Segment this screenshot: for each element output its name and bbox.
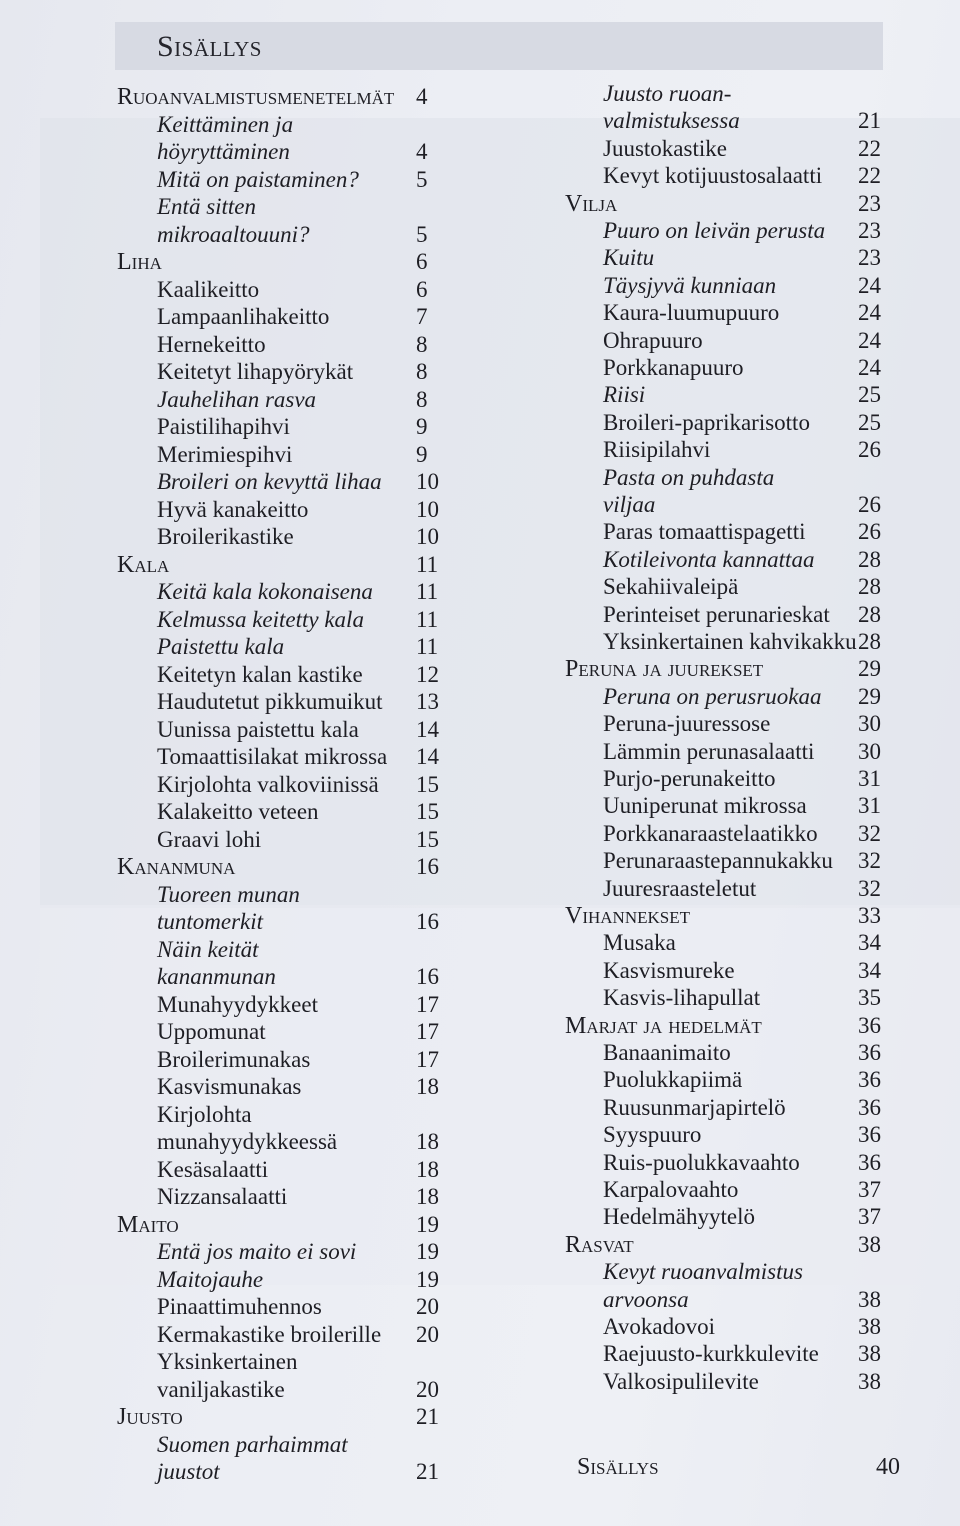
toc-entry-title: Riisi	[603, 382, 646, 408]
toc-entry-title: Keitetyt lihapyörykät	[157, 359, 354, 384]
toc-entry-title: Munahyydykkeet	[157, 991, 318, 1017]
toc-page-number: 29	[858, 656, 881, 682]
toc-page-number: 5	[416, 221, 428, 247]
toc-page-number: 17	[416, 991, 439, 1017]
toc-page-number: 11	[416, 579, 439, 604]
toc-page-number: 22	[858, 163, 881, 189]
toc-page-number: 13	[416, 689, 439, 714]
toc-page-number: 20	[416, 1376, 439, 1402]
toc-page-number: 24	[858, 300, 881, 326]
toc-entry-title: Täysjyvä kunniaan	[603, 272, 777, 298]
toc-entry-title: kananmunan	[157, 964, 276, 989]
toc-entry-title: Valkosipulilevite	[603, 1368, 759, 1394]
toc-page-number: 24	[858, 355, 881, 380]
toc-page-number: 16	[416, 964, 439, 989]
toc-entry-title: Kasvismureke	[603, 957, 735, 983]
toc-page-number: 36	[858, 1012, 881, 1038]
toc-page-number: 25	[858, 409, 881, 435]
toc-page-number: 11	[416, 634, 439, 659]
toc-page-number: 36	[858, 1094, 881, 1120]
toc-page-number: 38	[858, 1286, 881, 1312]
toc-page-number: 31	[858, 793, 881, 819]
toc-entry-title: Mitä on paistaminen?	[157, 166, 359, 192]
toc-entry-title: Kirjolohta valkoviinissä	[157, 771, 379, 797]
toc-page-number: 24	[858, 327, 881, 353]
toc-entry-title: Kaalikeitto	[157, 276, 260, 302]
toc-section-title: Vilja	[565, 190, 618, 217]
toc-entry-title: Broileri on kevyttä lihaa	[157, 469, 382, 494]
toc-page-number: 14	[416, 744, 439, 769]
toc-entry-title: Kalakeitto veteen	[157, 799, 319, 824]
toc-entry-title: viljaa	[603, 492, 656, 517]
toc-entry-title: Pinaattimuhennos	[157, 1294, 322, 1319]
toc-page-number: 33	[858, 903, 881, 928]
toc-section-title: Rasvat	[565, 1231, 634, 1258]
toc-page-number: 17	[416, 1046, 439, 1072]
toc-entry-title: Entä sitten	[157, 194, 257, 219]
toc-entry-title: Uunissa paistettu kala	[157, 716, 359, 742]
toc-page-number: 31	[858, 766, 881, 791]
toc-entry-title: Keitä kala kokonaisena	[157, 579, 373, 604]
toc-page-number: 19	[416, 1239, 439, 1264]
footer-page-number: 40	[876, 1454, 900, 1480]
toc-page-number: 18	[416, 1129, 439, 1154]
toc-entry-title: Perinteiset perunarieskat	[603, 601, 830, 627]
toc-entry-title: Hedelmähyytelö	[603, 1204, 756, 1230]
toc-page-number: 28	[858, 574, 881, 600]
toc-entry-title: Jauhelihan rasva	[157, 386, 317, 412]
toc-entry-title: Kotileivonta kannattaa	[603, 546, 815, 572]
toc-page-number: 32	[858, 848, 881, 874]
toc-page-number: 26	[858, 437, 881, 463]
toc-page-number: 14	[416, 716, 439, 742]
toc-page-number: 16	[416, 854, 439, 879]
toc-section-title: Liha	[117, 249, 162, 275]
toc-page-number: 38	[858, 1341, 881, 1367]
toc-entry-title: Kirjolohta	[157, 1101, 252, 1127]
toc-page-number: 28	[858, 546, 881, 572]
toc-entry-title: Riisipilahvi	[603, 437, 711, 463]
toc-page-number: 36	[858, 1040, 881, 1065]
toc-page-number: 23	[858, 218, 881, 243]
toc-page-number: 11	[416, 551, 439, 577]
toc-page-number: 15	[416, 799, 439, 824]
footer-section-label: Sisällys	[577, 1454, 659, 1480]
toc-entry-title: Haudutetut pikkumuikut	[157, 689, 383, 714]
toc-page-number: 18	[416, 1156, 439, 1182]
toc-page-number: 18	[416, 1074, 439, 1099]
toc-page-number: 25	[858, 382, 881, 408]
toc-page-number: 21	[416, 1404, 439, 1429]
toc-page-number: 19	[416, 1266, 439, 1292]
toc-entry-title: Uuniperunat mikrossa	[603, 793, 807, 819]
toc-entry-title: valmistuksessa	[603, 108, 740, 134]
toc-page-number: 18	[416, 1184, 439, 1209]
toc-page-number: 7	[416, 304, 428, 329]
toc-entry-title: Yksinkertainen	[157, 1349, 298, 1374]
toc-page-number: 8	[416, 386, 428, 412]
toc-entry-title: tuntomerkit	[157, 909, 264, 934]
toc-entry-title: Pasta on puhdasta	[603, 464, 775, 490]
toc-page-number: 12	[416, 661, 439, 687]
toc-page-number: 9	[416, 414, 428, 439]
toc-entry-title: Puuro on leivän perusta	[603, 218, 826, 243]
toc-page-number: 37	[858, 1177, 881, 1202]
toc-page-number: 28	[858, 601, 881, 627]
toc-page-number: 32	[858, 820, 881, 846]
toc-page-number: 23	[858, 245, 881, 271]
toc-entry-title: Broilerikastike	[157, 524, 294, 549]
toc-page-number: 15	[416, 826, 439, 852]
toc-entry-title: Merimiespihvi	[157, 441, 293, 467]
toc-page-number: 38	[858, 1368, 881, 1394]
toc-page-number: 34	[858, 930, 881, 956]
toc-entry-title: Peruna-juuressose	[603, 711, 771, 737]
toc-entry-title: Puolukkapiimä	[603, 1067, 743, 1093]
toc-page-number: 10	[416, 496, 439, 522]
toc-page-number: 22	[858, 135, 881, 161]
toc-entry-title: Tomaattisilakat mikrossa	[157, 744, 388, 769]
toc-entry-title: Juuresraasteletut	[603, 875, 757, 901]
toc-page-number: 30	[858, 711, 881, 737]
toc-entry-title: Avokadovoi	[603, 1314, 716, 1339]
toc-entry-title: Juusto ruoan-	[603, 81, 732, 106]
toc-page-number: 10	[416, 469, 439, 494]
toc-entry-title: Porkkanaraastelaatikko	[603, 820, 818, 846]
toc-entry-title: Paistilihapihvi	[157, 414, 290, 439]
toc-page-number: 36	[858, 1122, 881, 1148]
toc-section-title: Vihannekset	[565, 903, 690, 929]
toc-page-number: 19	[416, 1211, 439, 1237]
toc-entry-title: Banaanimaito	[603, 1040, 731, 1065]
toc-section-title: Maito	[117, 1211, 179, 1238]
toc-entry-title: höyryttäminen	[157, 139, 290, 164]
toc-page-number: 6	[416, 249, 428, 274]
toc-page-number: 23	[858, 190, 881, 216]
toc-entry-title: Kasvis-lihapullat	[603, 985, 761, 1011]
toc-page-number: 17	[416, 1019, 439, 1044]
toc-page-number: 9	[416, 441, 428, 467]
toc-page-number: 10	[416, 524, 439, 549]
toc-entry-title: Yksinkertainen kahvikakku	[603, 629, 857, 654]
toc-page-number: 6	[416, 276, 428, 302]
toc-page-number: 30	[858, 738, 881, 764]
toc-page-number: 5	[416, 166, 428, 192]
toc-entry-title: Näin keität	[157, 936, 259, 962]
toc-page-number: 26	[858, 519, 881, 545]
toc-page-number: 8	[416, 359, 428, 384]
toc-entry-title: Ruis-puolukkavaahto	[603, 1149, 800, 1175]
toc-entry-title: Kaura-luumupuuro	[603, 300, 780, 326]
toc-page-number: 8	[416, 331, 428, 357]
toc-entry-title: Porkkanapuuro	[603, 355, 744, 380]
toc-entry-title: vaniljakastike	[157, 1376, 285, 1402]
toc-entry-title: Broileri-paprikarisotto	[603, 409, 810, 435]
toc-entry-title: Kermakastike broilerille	[157, 1321, 382, 1347]
toc-entry-title: Peruna on perusruokaa	[603, 683, 822, 709]
page-title: Sisällys	[157, 30, 262, 63]
toc-entry-title: Kelmussa keitetty kala	[157, 606, 364, 632]
toc-section-title: Peruna ja juurekset	[565, 656, 764, 683]
toc-entry-title: Maitojauhe	[157, 1266, 264, 1292]
toc-page-number: 38	[858, 1314, 881, 1339]
toc-entry-title: Sekahiivaleipä	[603, 574, 739, 600]
toc-page-number: 29	[858, 683, 881, 709]
toc-entry-title: Karpalovaahto	[603, 1177, 739, 1202]
toc-section-title: Kala	[117, 551, 170, 578]
toc-page-number: 4	[416, 139, 428, 164]
toc-page-number: 36	[858, 1149, 881, 1175]
toc-entry-title: Kevyt ruoanvalmistus	[603, 1259, 803, 1285]
toc-entry-title: Lämmin perunasalaatti	[603, 738, 815, 764]
toc-section-title: Kananmuna	[117, 854, 236, 880]
toc-page-number: 16	[416, 909, 439, 934]
toc-section-title: Ruoanvalmistusmenetelmät	[117, 84, 395, 110]
toc-page-number: 34	[858, 957, 881, 983]
toc-entry-title: Nizzansalaatti	[157, 1184, 288, 1209]
toc-page-number: 21	[858, 108, 881, 134]
toc-entry-title: Musaka	[603, 930, 676, 956]
toc-page-number: 20	[416, 1321, 439, 1347]
toc-entry-title: Hyvä kanakeitto	[157, 496, 309, 522]
toc-section-title: Marjat ja hedelmät	[565, 1012, 762, 1039]
toc-page-number: 15	[416, 771, 439, 797]
toc-entry-title: Suomen parhaimmat	[157, 1431, 348, 1457]
toc-page-number: 20	[416, 1294, 439, 1319]
toc-section-title: Juusto	[117, 1404, 183, 1430]
toc-entry-title: Syyspuuro	[603, 1122, 702, 1148]
toc-entry-title: juustot	[157, 1459, 220, 1484]
toc-entry-title: Uppomunat	[157, 1019, 266, 1044]
toc-page-number: 32	[858, 875, 881, 901]
toc-entry-title: mikroaaltouuni?	[157, 221, 310, 247]
toc-page-number: 4	[416, 84, 428, 109]
toc-entry-title: Paistettu kala	[157, 634, 285, 659]
toc-entry-title: Ruusunmarjapirtelö	[603, 1094, 786, 1120]
toc-entry-title: Kesäsalaatti	[157, 1156, 269, 1182]
toc-entry-title: Lampaanlihakeitto	[157, 304, 330, 329]
toc-entry-title: Tuoreen munan	[157, 881, 300, 907]
toc-entry-title: Perunaraastepannukakku	[603, 848, 833, 874]
toc-entry-title: Paras tomaattispagetti	[603, 519, 806, 545]
toc-page-number: 38	[858, 1231, 881, 1257]
toc-page-number: 28	[858, 629, 881, 654]
toc-entry-title: Kuitu	[603, 245, 655, 271]
toc-page-number: 37	[858, 1204, 881, 1230]
toc-entry-title: Kevyt kotijuustosalaatti	[603, 163, 823, 189]
toc-entry-title: Raejuusto-kurkkulevite	[603, 1341, 819, 1367]
toc-page-number: 11	[416, 606, 439, 632]
toc-page-number: 24	[858, 272, 881, 298]
toc-page-number: 35	[858, 985, 881, 1011]
toc-entry-title: munahyydykkeessä	[157, 1129, 338, 1154]
toc-entry-title: Entä jos maito ei sovi	[157, 1239, 357, 1264]
toc-entry-title: arvoonsa	[603, 1286, 689, 1312]
toc-page-number: 36	[858, 1067, 881, 1093]
toc-entry-title: Kasvismunakas	[157, 1074, 302, 1099]
toc-entry-title: Hernekeitto	[157, 331, 266, 357]
toc-entry-title: Graavi lohi	[157, 826, 262, 852]
toc-page-number: 21	[416, 1459, 439, 1484]
toc-entry-title: Ohrapuuro	[603, 327, 703, 353]
toc-page-number: 26	[858, 492, 881, 517]
toc-entry-title: Broilerimunakas	[157, 1046, 311, 1072]
toc-entry-title: Purjo-perunakeitto	[603, 766, 776, 791]
toc-entry-title: Keitetyn kalan kastike	[157, 661, 363, 687]
toc-entry-title: Keittäminen ja	[157, 111, 294, 137]
toc-entry-title: Juustokastike	[603, 135, 727, 161]
